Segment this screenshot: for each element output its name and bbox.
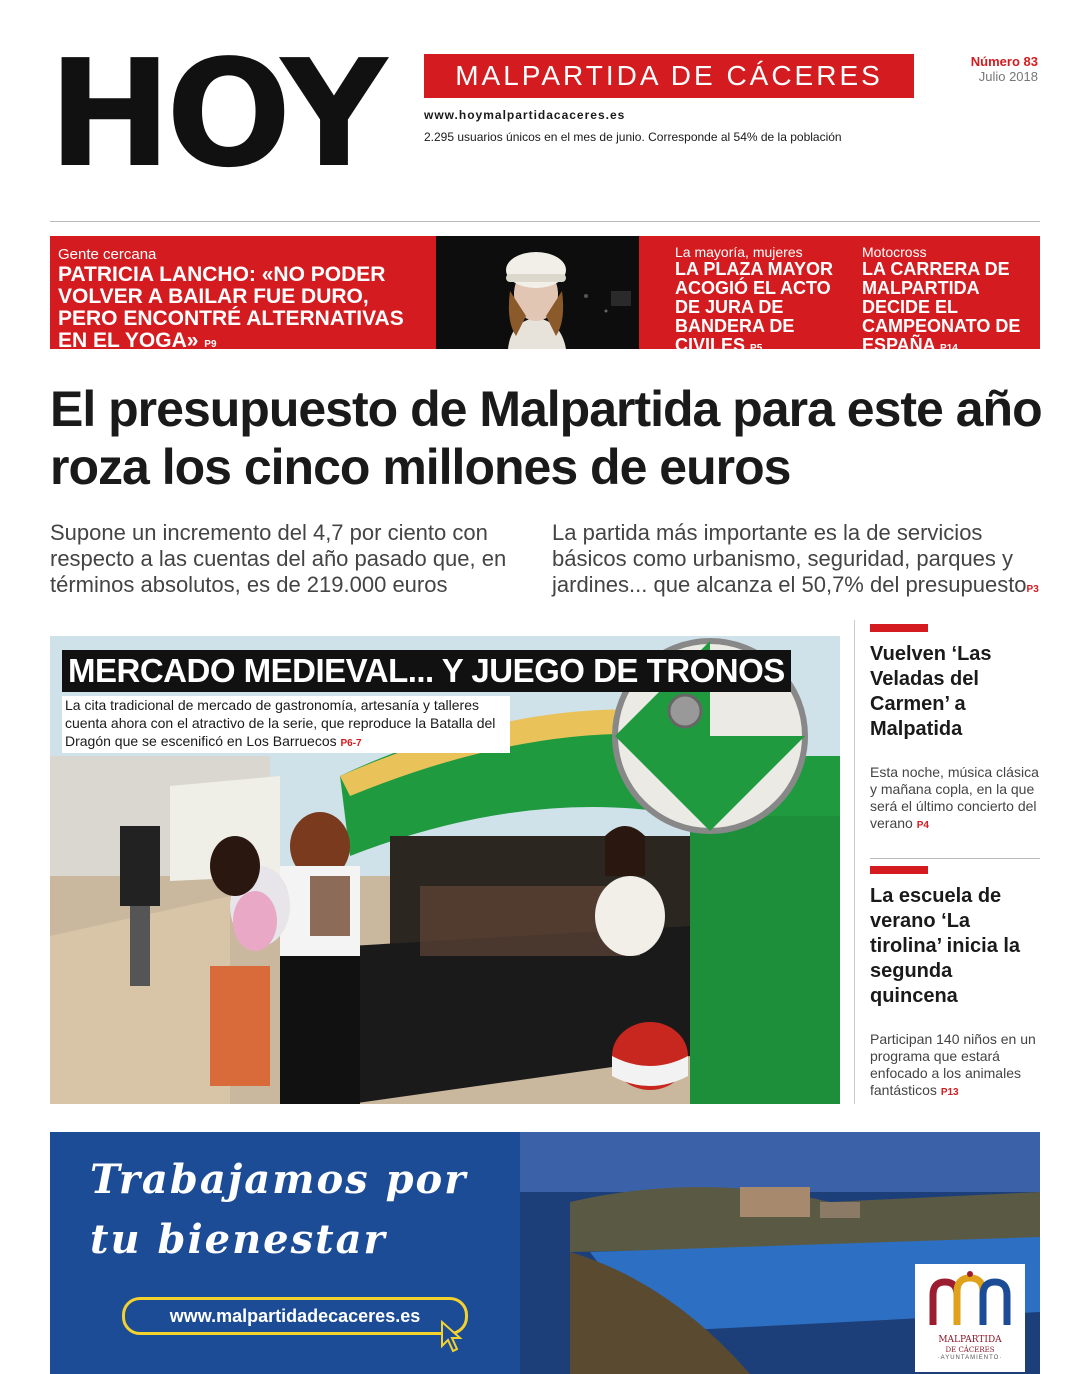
teaser-headline: LA CARRERA DE MALPARTIDA DECIDE EL CAMPEONATO DE ESPAÑA P14 [862,259,1021,355]
logo-name-2: DE CÁCERES [945,1346,995,1354]
page-ref: P3 [1026,584,1039,595]
ad-slogan: Trabajamos por tu bienestar [90,1156,468,1263]
teaser-headline: LA PLAZA MAYOR ACOGIÓ EL ACTO DE JURA DE BANDERA DE CIVILES P5 [675,259,834,355]
page-ref: P6-7 [340,738,362,749]
teaser-kicker: La mayoría, mujeres [675,244,803,260]
page-ref: P5 [750,342,763,354]
page-ref: P13 [940,1087,959,1098]
sidebar-headline: Vuelven ‘Las Veladas del Carmen’ a Malpatida [870,643,992,740]
teaser-story-1[interactable] [58,236,428,353]
market-photo[interactable] [50,636,840,1104]
logo-name: MALPARTIDA [938,1335,1002,1345]
hoy-logo[interactable]: HOY [48,28,382,200]
logo-subtitle: ·AYUNTAMIENTO· [937,1355,1003,1361]
page-ref: P14 [940,342,958,354]
website-url[interactable]: www.hoymalpartidacaceres.es [424,108,626,122]
photo-story-caption: La cita tradicional de mercado de gastronomía, artesanía y talleres cuenta ahora con el atractivo de la serie, que reproduce la Batalla del Dragón que se escenificó en Los Barruecos P6-7 [62,696,510,753]
subhead-right: La partida más importante es la de servicios básicos como urbanismo, seguridad, parques y jardines... que alcanza el 50,7% del presupuestoP3 [552,520,1039,597]
town-hall-logo [915,1264,1025,1372]
sidebar-summary: Esta noche, música clásica y mañana copla, en la que será el último concierto del verano P4 [870,764,1039,831]
issue-info [971,54,1038,84]
audience-note: 2.295 usuarios únicos en el mes de junio. Corresponde al 54% de la población [424,130,842,144]
portrait-photo [436,236,639,349]
page-ref: P9 [204,339,217,351]
edition-banner: MALPARTIDA DE CÁCERES [424,54,914,98]
ad-url-button[interactable]: www.malpartidadecaceres.es [122,1297,468,1335]
issue-date: Julio 2018 [978,69,1038,84]
masthead-divider [50,221,1040,222]
accent-bar [870,624,928,632]
teaser-kicker: Motocross [862,244,927,260]
issue-number: Número 83 [970,54,1038,69]
teaser-story-3[interactable] [862,236,1037,355]
advertisement-banner[interactable] [50,1132,1040,1374]
teaser-story-2[interactable] [675,236,845,355]
logo-arches-icon [925,1270,1015,1330]
page-ref: P4 [916,820,929,831]
teaser-strip [50,236,1040,355]
photo-story-title: MERCADO MEDIEVAL... Y JUEGO DE TRONOS [62,650,791,692]
main-headline[interactable]: El presupuesto de Malpartida para este año roza los cinco millones de euros [50,381,1042,495]
cursor-icon [438,1320,466,1354]
teaser-kicker: Gente cercana [58,246,157,263]
teaser-headline: PATRICIA LANCHO: «NO PODER VOLVER A BAILAR FUE DURO, PERO ENCONTRÉ ALTERNATIVAS EN EL YOGA» P9 [58,263,404,353]
sidebar-headline: La escuela de verano ‘La tirolina’ inicia la segunda quincena [870,885,1021,1007]
subhead-left: Supone un incremento del 4,7 por ciento con respecto a las cuentas del año pasado que, en términos absolutos, es de 219.000 euros [50,520,507,597]
accent-bar [870,866,928,874]
sidebar-rule [870,858,1040,859]
sidebar-summary: Participan 140 niños en un programa que estará enfocado a los animales fantásticos P13 [870,1031,1036,1098]
sidebar-story-2[interactable] [854,866,1040,1101]
sidebar-story-1[interactable] [854,624,1040,834]
